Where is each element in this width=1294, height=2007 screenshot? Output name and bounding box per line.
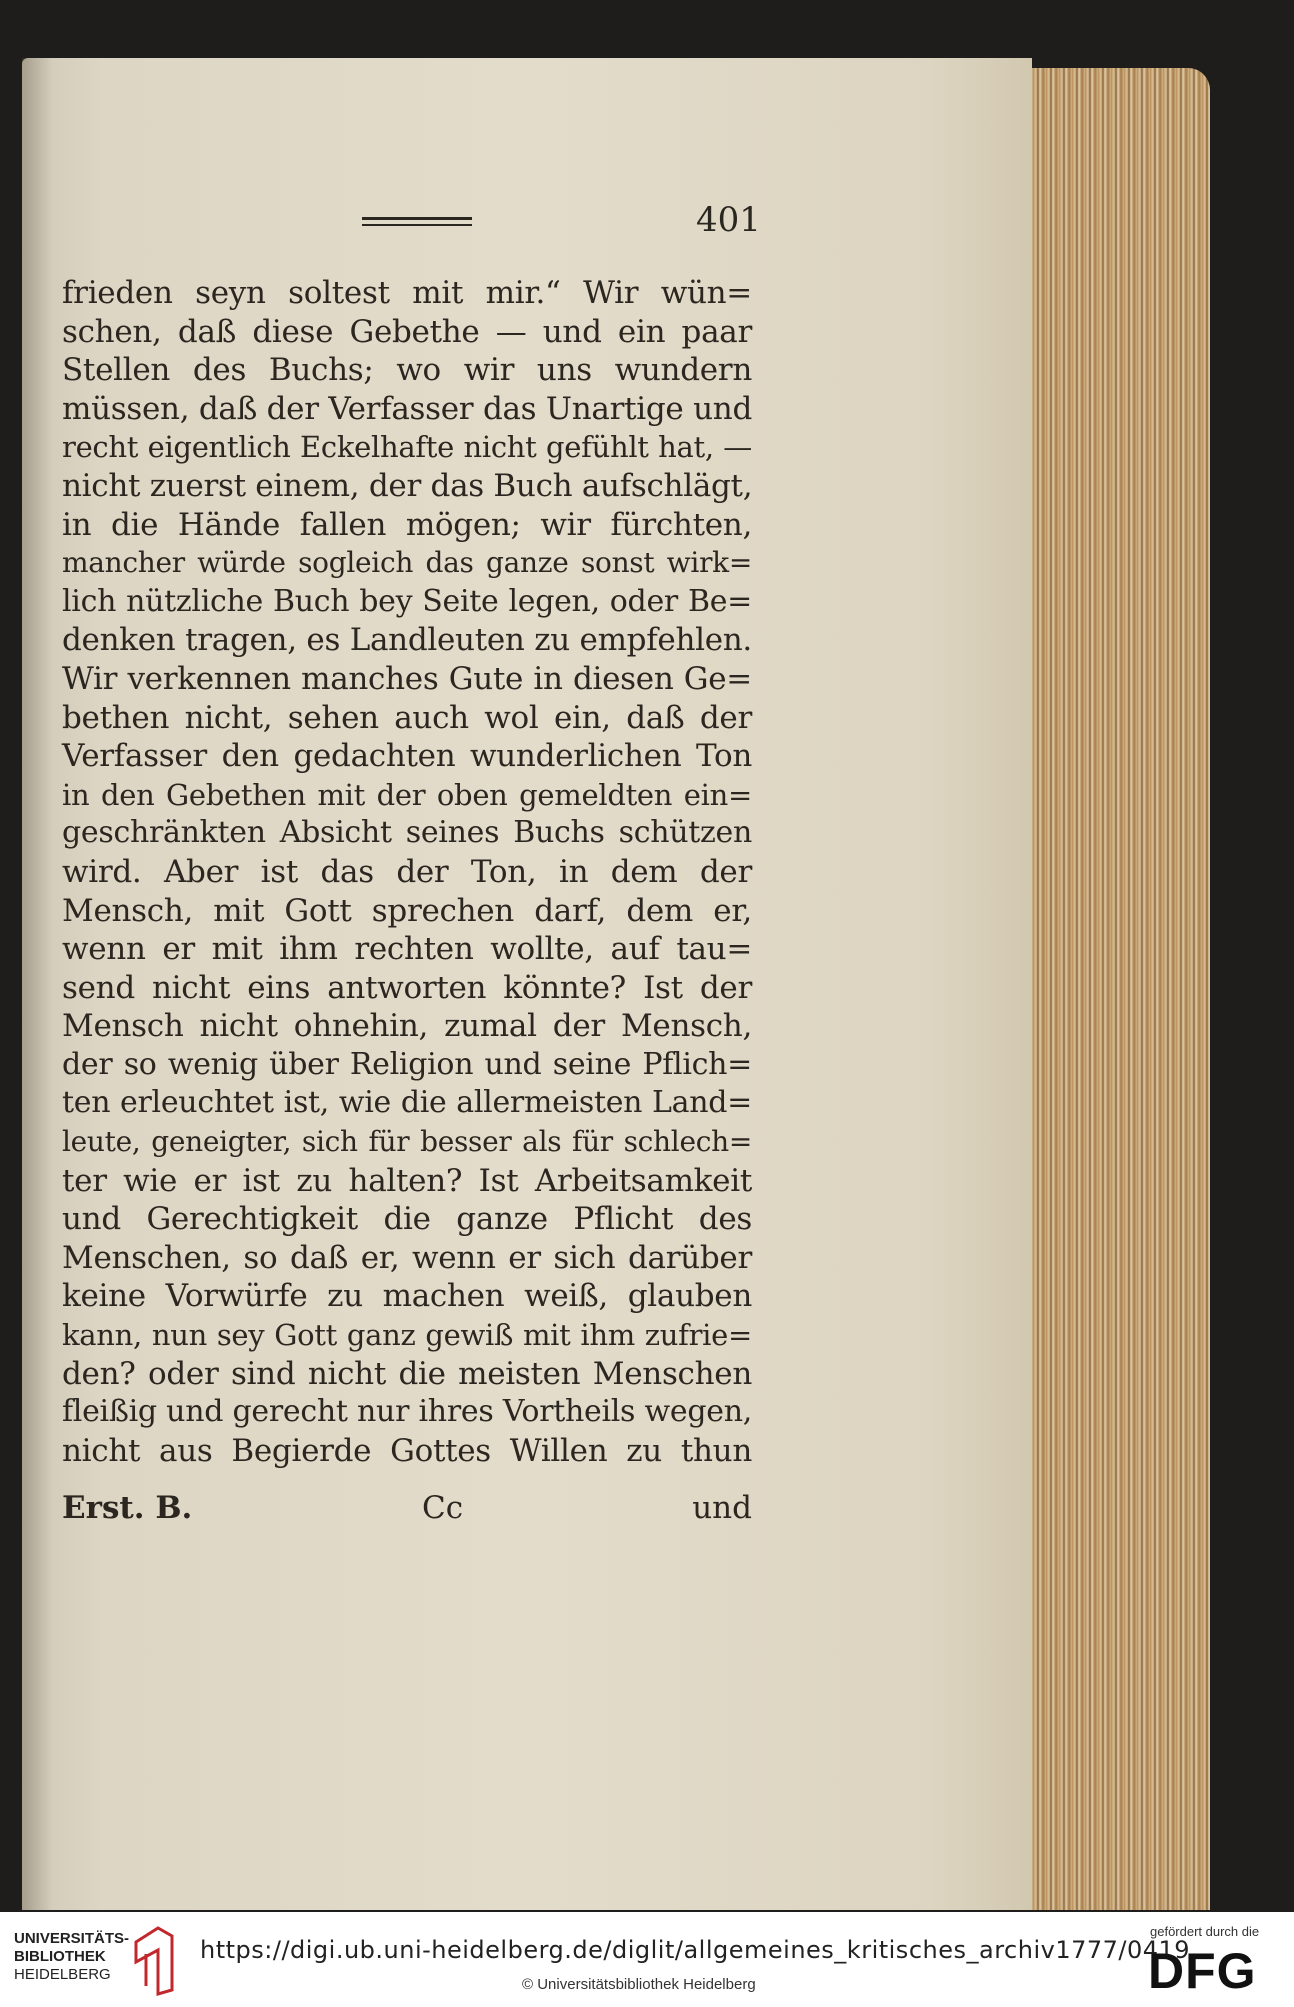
text-line: den? oder sind nicht die meisten Menschen bbox=[62, 1355, 752, 1392]
library-name bbox=[14, 1930, 129, 1984]
text-line: wird. Aber ist das der Ton, in dem der bbox=[62, 853, 752, 890]
header-rule bbox=[362, 217, 472, 226]
text-line: leute, geneigter, sich für besser als für schlech= bbox=[62, 1125, 752, 1159]
text-line: geschränkten Absicht seines Buchs schützen bbox=[62, 815, 752, 851]
text-line: ten erleuchtet ist, wie die allermeisten Land= bbox=[62, 1085, 752, 1121]
text-line: ter wie er ist zu halten? Ist Arbeitsamkeit bbox=[62, 1162, 752, 1199]
text-line: Mensch nicht ohnehin, zumal der Mensch, bbox=[62, 1008, 752, 1045]
text-line: in den Gebethen mit der oben gemeldten ein= bbox=[62, 777, 752, 812]
signature-label: Erst. B. bbox=[62, 1490, 193, 1526]
text-line: der so wenig über Religion und seine Pflich= bbox=[62, 1046, 752, 1082]
text-line: in die Hände fallen mögen; wir fürchten, bbox=[62, 506, 752, 543]
text-line: Verfasser den gedachten wunderlichen Ton bbox=[62, 738, 752, 775]
text-line: lich nützliche Buch bey Seite legen, oder Be= bbox=[62, 583, 752, 619]
library-name-line: HEIDELBERG bbox=[14, 1966, 111, 1983]
page-gutter-shadow bbox=[22, 58, 52, 1910]
text-line: und Gerechtigkeit die ganze Pflicht des bbox=[62, 1201, 752, 1238]
text-line: Wir verkennen manches Gute in diesen Ge= bbox=[62, 660, 752, 697]
viewer-footer-bar bbox=[0, 1912, 1294, 2007]
library-name-line: BIBLIOTHEK bbox=[14, 1948, 106, 1965]
text-line: send nicht eins antworten könnte? Ist der bbox=[62, 969, 752, 1006]
text-line: bethen nicht, sehen auch wol ein, daß der bbox=[62, 699, 752, 736]
page-edges bbox=[1020, 68, 1210, 1910]
library-name-line: UNIVERSITÄTS- bbox=[14, 1930, 130, 1947]
text-line: Menschen, so daß er, wenn er sich darüber bbox=[62, 1239, 752, 1276]
text-line: recht eigentlich Eckelhafte nicht gefühlt hat, — bbox=[62, 430, 752, 465]
funder-label: gefördert durch die bbox=[1150, 1924, 1260, 1939]
text-line: keine Vorwürfe zu machen weiß, glauben bbox=[62, 1278, 752, 1315]
text-line: fleißig und gerecht nur ihres Vortheils wegen, bbox=[62, 1394, 752, 1430]
catchword: und bbox=[692, 1490, 752, 1526]
text-line: kann, nun sey Gott ganz gewiß mit ihm zufrie= bbox=[62, 1318, 752, 1353]
copyright-notice: © Universitätsbibliothek Heidelberg bbox=[522, 1976, 756, 1993]
permalink-link[interactable]: https://digi.ub.uni-heidelberg.de/diglit/allgemeines_kritisches_archiv1777/0419 bbox=[200, 1936, 1191, 1964]
library-logo-icon bbox=[128, 1924, 178, 1996]
text-line: wenn er mit ihm rechten wollte, auf tau= bbox=[62, 931, 752, 968]
text-line: Mensch, mit Gott sprechen darf, dem er, bbox=[62, 892, 752, 929]
text-line: mancher würde sogleich das ganze sonst wirk= bbox=[62, 546, 752, 580]
dfg-logo: DFG bbox=[1148, 1943, 1257, 1999]
text-line: nicht zuerst einem, der das Buch aufschlägt, bbox=[62, 467, 753, 504]
text-line: frieden seyn soltest mit mir.“ Wir wün= bbox=[62, 275, 752, 311]
text-line: denken tragen, es Landleuten zu empfehlen. bbox=[62, 622, 752, 659]
text-line: nicht aus Begierde Gottes Willen zu thun bbox=[62, 1432, 752, 1469]
text-line: schen, daß diese Gebethe — und ein paar bbox=[62, 313, 752, 350]
page-number: 401 bbox=[696, 200, 761, 240]
text-line: Stellen des Buchs; wo wir uns wundern bbox=[62, 352, 752, 389]
page-footer bbox=[62, 1490, 752, 1530]
signature-mark: Cc bbox=[422, 1490, 464, 1526]
text-line: müssen, daß der Verfasser das Unartige und bbox=[62, 390, 752, 427]
body-text bbox=[62, 274, 752, 1470]
